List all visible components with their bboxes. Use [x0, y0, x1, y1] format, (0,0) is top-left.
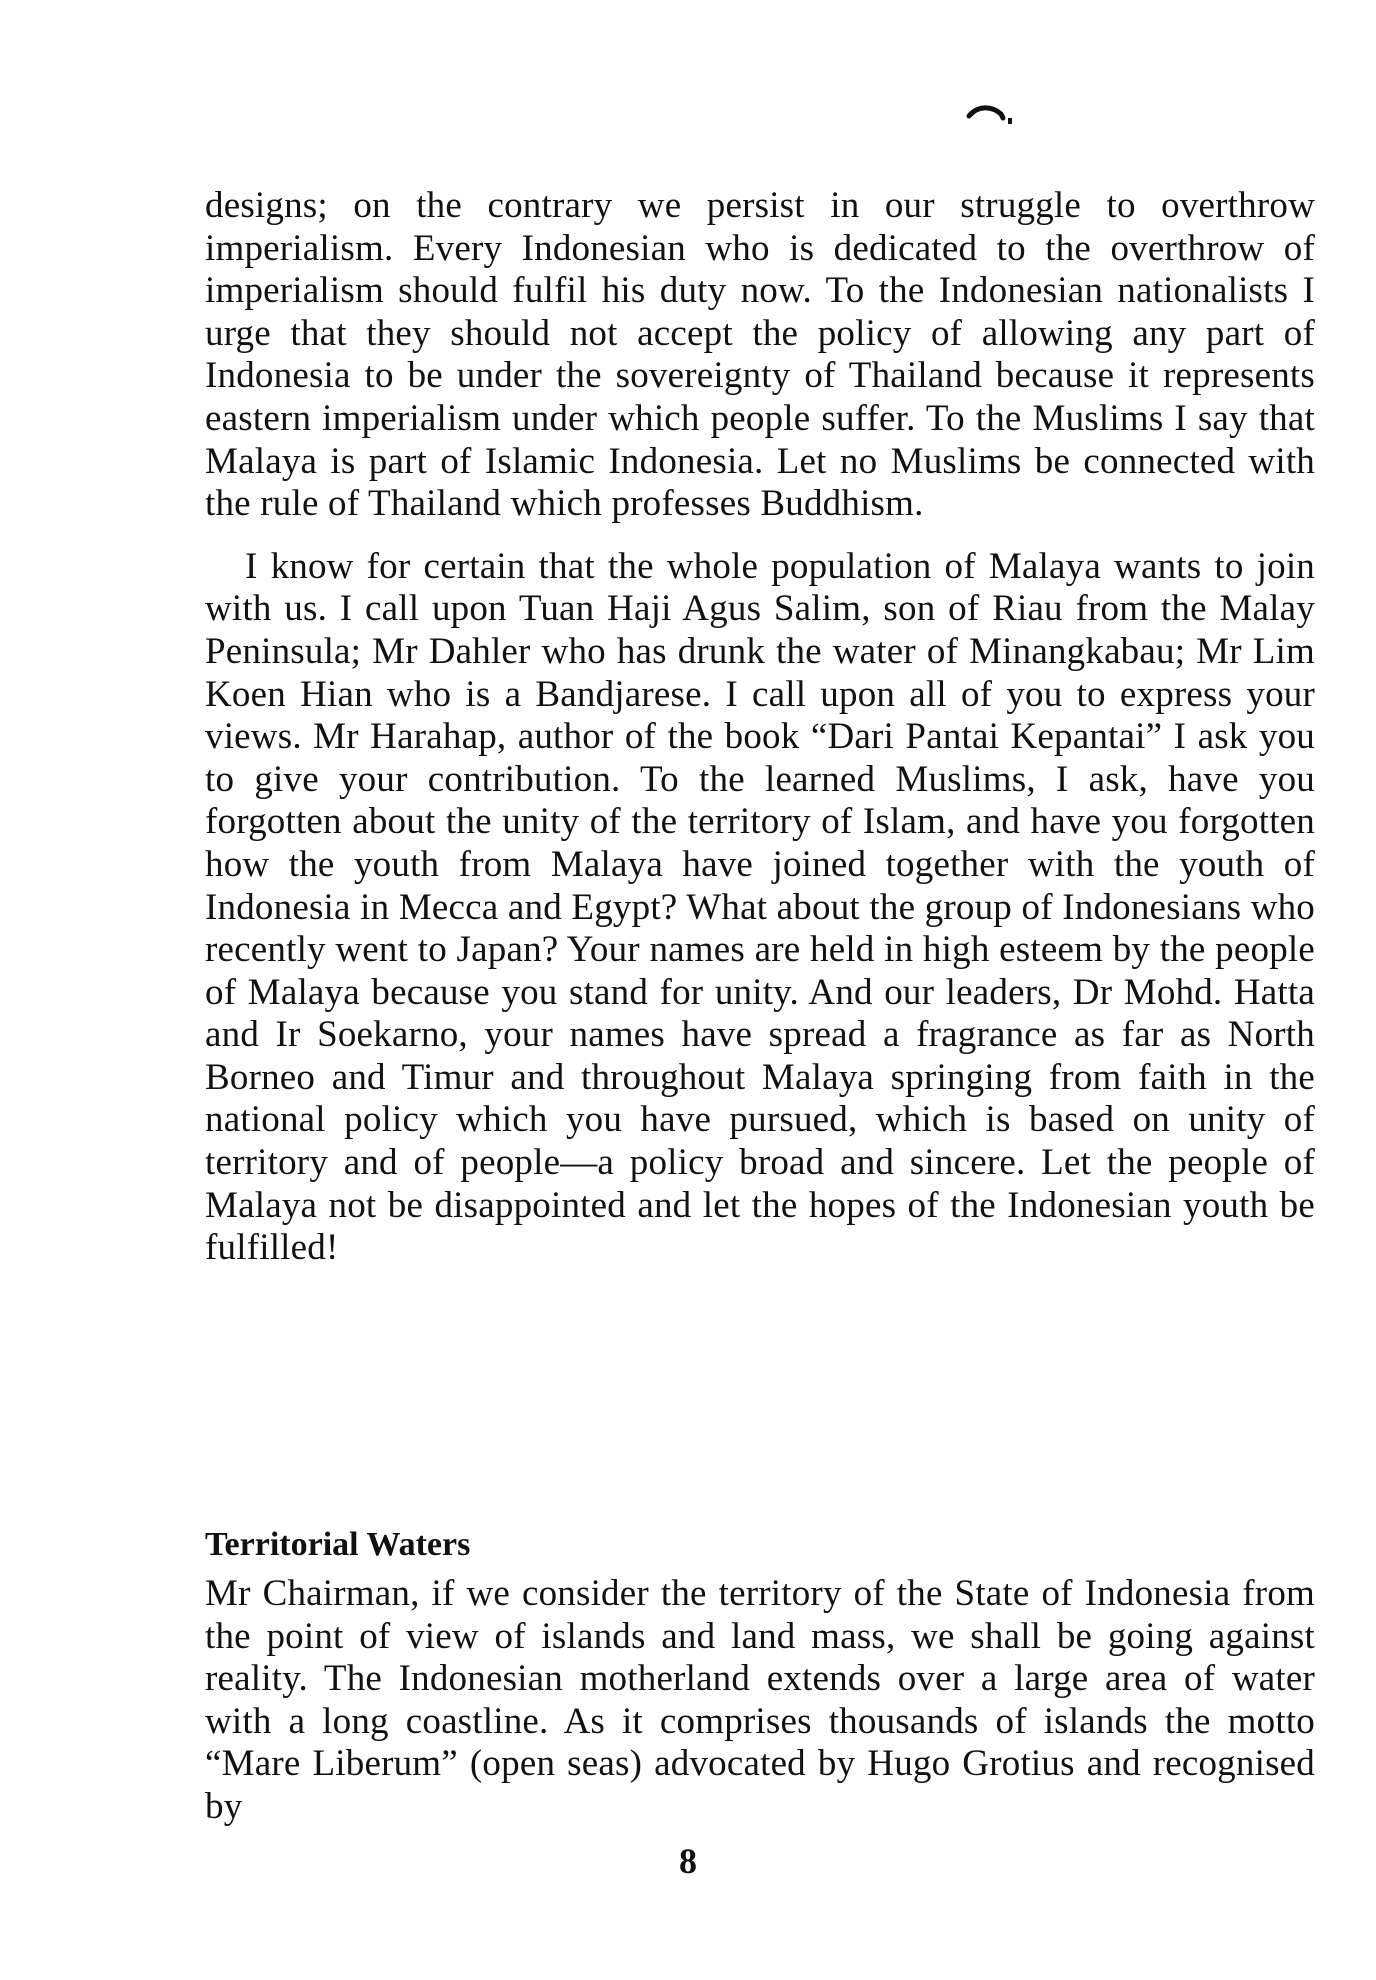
paragraph-2: I know for certain that the whole population of Malaya wants to join with us. I call upon Tuan Haji Agus Salim, son of Riau from the Malay Peninsula; Mr Dahler who has drunk the water of Minangkabau; Mr Lim Koen Hian who is a Bandjarese. I call upon all of you to express your views. Mr Harahap, author of the book “Dari Pantai Kepantai” I ask you to give your contribution. To the learned Muslims, I ask, have you forgotten about the unity of the territory of Islam, and have you forgotten how the youth from Malaya have joined together with the youth of Indonesia in Mecca and Egypt? What about the group of Indonesians who recently went to Japan? Your names are held in high esteem by the people of Malaya because you stand for unity. And our leaders, Dr Mohd. Hatta and Ir Soekarno, your names have spread a fragrance as far as North Borneo and Timur and throughout Malaya springing from faith in the national policy which you have pursued, which is based on unity of territory and of people—a policy broad and sincere. Let the people of Malaya not be disappointed and let the hopes of the Indonesian youth be fulfilled!: [205, 545, 1315, 1269]
section-heading: Territorial Waters: [205, 1526, 471, 1563]
page-number: 8: [679, 1841, 697, 1881]
scan-mark: [965, 100, 1015, 130]
paragraph-1: designs; on the contrary we persist in our struggle to overthrow imperialism. Every Indonesian who is dedicated to the overthrow of imperialism should fulfil his duty now. To the Indonesian nationalists I urge that they should not accept the policy of allowing any part of Indonesia to be under the sovereignty of Thailand because it represents eastern imperialism under which people suffer. To the Muslims I say that Malaya is part of Islamic Indonesia. Let no Muslims be connected with the rule of Thailand which professes Buddhism.: [205, 185, 1315, 525]
scan-mark-stroke: [969, 108, 1003, 118]
scan-mark-dot: [1008, 118, 1012, 124]
section-paragraph: Mr Chairman, if we consider the territory of the State of Indonesia from the point of view of islands and land mass, we shall be going against reality. The Indonesian motherland extends over a large area of water with a long coastline. As it comprises thousands of islands the motto “Mare Liberum” (open seas) advocated by Hugo Grotius and recognised by: [205, 1573, 1315, 1827]
body-text: [205, 185, 1315, 1270]
